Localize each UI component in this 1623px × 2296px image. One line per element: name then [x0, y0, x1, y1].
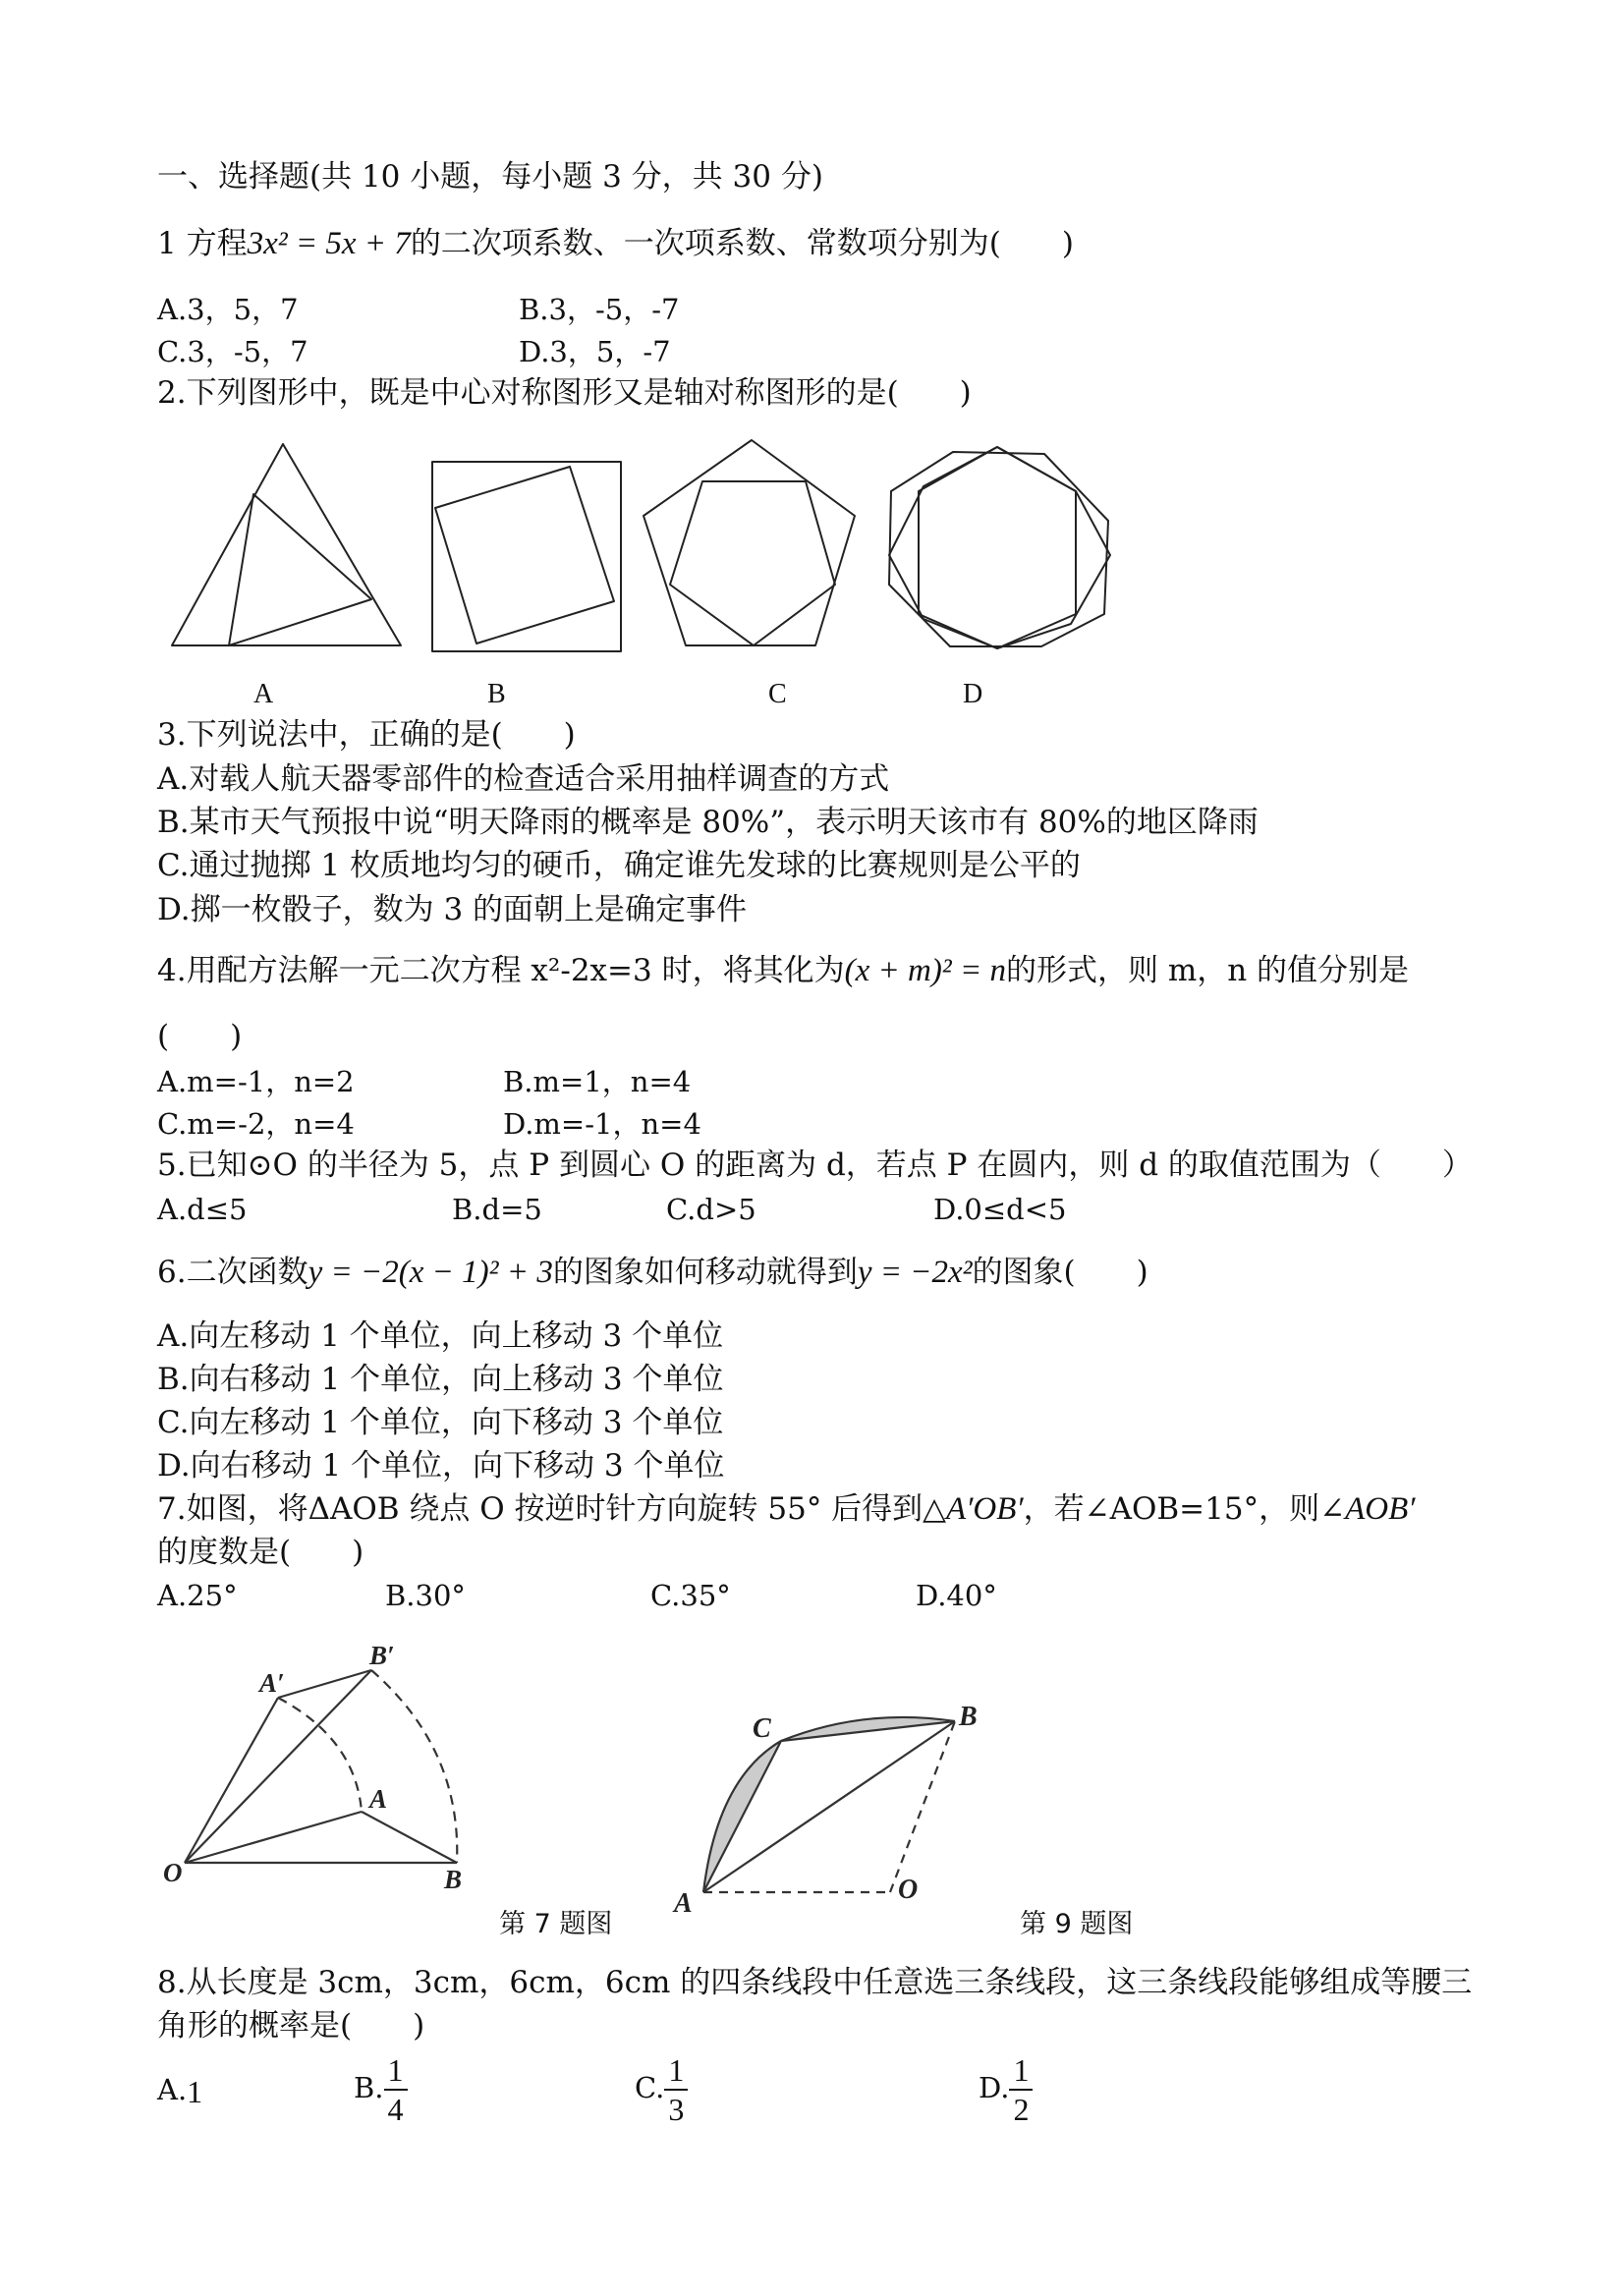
fig9-label-o: O [898, 1875, 919, 1905]
q6-middle: 的图象如何移动就得到 [552, 1255, 858, 1290]
q8-option-a: A.1 [157, 2073, 203, 2109]
q5-option-c: C.d>5 [666, 1193, 756, 1226]
q2-figures [157, 427, 1120, 653]
question-7 [157, 1489, 1415, 1529]
q4-option-c: C.m=-2，n=4 [157, 1107, 355, 1141]
figure-7-caption: 第 7 题图 [499, 1909, 613, 1939]
q4-option-b: B.m=1，n=4 [503, 1065, 692, 1098]
question-4 [157, 951, 1409, 990]
q4-paren: ( ) [157, 1019, 243, 1054]
q3-option-a: A.对载人航天器零部件的检查适合采用抽样调查的方式 [157, 761, 890, 797]
q1-equation: 3x² = 5x + 7 [247, 226, 411, 261]
q8-option-c: C. $\frac{1}{3}$ [635, 2051, 688, 2128]
q8-option-b: B. $\frac{1}{4}$ [354, 2051, 408, 2128]
q4-prefix: 4.用配方法解一元二次方程 x²-2x=3 时，将其化为 [157, 953, 845, 988]
q7-angle: AOB′ [1345, 1491, 1416, 1527]
q5-option-b: B.d=5 [452, 1193, 542, 1226]
q1-prefix: 1 方程 [157, 226, 248, 261]
q4-suffix: 的形式，则 m，n 的值分别是 [1005, 953, 1410, 988]
q2-figure-b [432, 462, 621, 651]
question-3-stem: 3.下列说法中，正确的是( ) [157, 717, 576, 753]
q8-line-2: 角形的概率是( ) [157, 2008, 425, 2044]
fig9-label-a: A [674, 1888, 693, 1916]
q7-triangle: A′OB′ [946, 1491, 1024, 1527]
q7-line-2: 的度数是( ) [157, 1535, 364, 1570]
q6-option-c: C.向左移动 1 个单位，向下移动 3 个单位 [157, 1405, 724, 1440]
fig7-label-o: O [163, 1858, 183, 1887]
question-5-stem: 5.已知⊙O 的半径为 5，点 P 到圆心 O 的距离为 d，若点 P 在圆内，则 d 的取值范围为（ ） [157, 1148, 1473, 1183]
q8-option-d: D. $\frac{1}{2}$ [979, 2051, 1033, 2128]
q4-option-d: D.m=-1，n=4 [503, 1107, 701, 1141]
q7-option-b: B.30° [385, 1579, 466, 1612]
q2-label-d: D [963, 679, 983, 709]
fig9-label-b: B [959, 1702, 978, 1732]
figure-7 [157, 1631, 491, 1906]
question-2-stem: 2.下列图形中，既是中心对称图形又是轴对称图形的是( ) [157, 375, 972, 411]
q6-option-d: D.向右移动 1 个单位，向下移动 3 个单位 [157, 1448, 725, 1484]
q7-middle: ，若∠AOB=15°，则∠ [1023, 1491, 1346, 1527]
q2-figure-d [889, 447, 1110, 648]
q1-option-b: B.3，-5，-7 [519, 293, 680, 326]
q2-figure-a [172, 444, 401, 645]
fig7-label-b: B [444, 1865, 463, 1894]
q6-option-b: B.向右移动 1 个单位，向上移动 3 个单位 [157, 1362, 724, 1397]
q1-option-c: C.3，-5，7 [157, 335, 308, 368]
fig7-label-b1: B′ [369, 1641, 395, 1670]
q8-line-1: 8.从长度是 3cm，3cm，6cm，6cm 的四条线段中任意选三条线段，这三条线段能够组成等腰三 [157, 1965, 1473, 2000]
q6-equation-1: y = −2(x − 1)² + 3 [308, 1255, 553, 1290]
q6-option-a: A.向左移动 1 个单位，向上移动 3 个单位 [157, 1318, 724, 1354]
q7-option-a: A.25° [157, 1579, 238, 1612]
q2-label-c: C [768, 679, 787, 709]
q5-option-d: D.0≤d<5 [933, 1193, 1067, 1226]
fig9-label-c: C [753, 1713, 771, 1744]
q7-prefix: 7.如图，将ΔAOB 绕点 O 按逆时针方向旋转 55° 后得到△ [157, 1491, 947, 1527]
q4-equation: (x + m)² = n [844, 953, 1006, 988]
figure-9 [668, 1695, 1002, 1916]
q1-suffix: 的二次项系数、一次项系数、常数项分别为( ) [410, 226, 1074, 261]
q3-option-d: D.掷一枚骰子，数为 3 的面朝上是确定事件 [157, 892, 748, 927]
q1-option-d: D.3，5，-7 [519, 335, 671, 368]
question-1 [157, 224, 1074, 263]
q7-option-c: C.35° [650, 1579, 731, 1612]
q5-option-a: A.d≤5 [157, 1193, 248, 1226]
q6-suffix: 的图象( ) [972, 1255, 1148, 1290]
fig7-label-a: A [369, 1784, 388, 1814]
q3-option-c: C.通过抛掷 1 枚质地均匀的硬币，确定谁先发球的比赛规则是公平的 [157, 848, 1081, 883]
q2-figure-c [644, 440, 855, 645]
q2-label-b: B [487, 679, 506, 709]
figure-9-caption: 第 9 题图 [1020, 1909, 1134, 1939]
question-6 [157, 1253, 1148, 1292]
q3-option-b: B.某市天气预报中说“明天降雨的概率是 80%”，表示明天该市有 80%的地区降雨 [157, 805, 1259, 840]
q1-option-a: A.3，5，7 [157, 293, 299, 326]
fig7-label-a1: A′ [259, 1668, 285, 1698]
q6-prefix: 6.二次函数 [157, 1255, 308, 1290]
q6-equation-2: y = −2x² [857, 1255, 973, 1290]
section-title: 一、选择题(共 10 小题，每小题 3 分，共 30 分) [157, 159, 823, 195]
q2-label-a: A [253, 679, 274, 709]
q4-option-a: A.m=-1，n=2 [157, 1065, 355, 1098]
q7-option-d: D.40° [916, 1579, 997, 1612]
